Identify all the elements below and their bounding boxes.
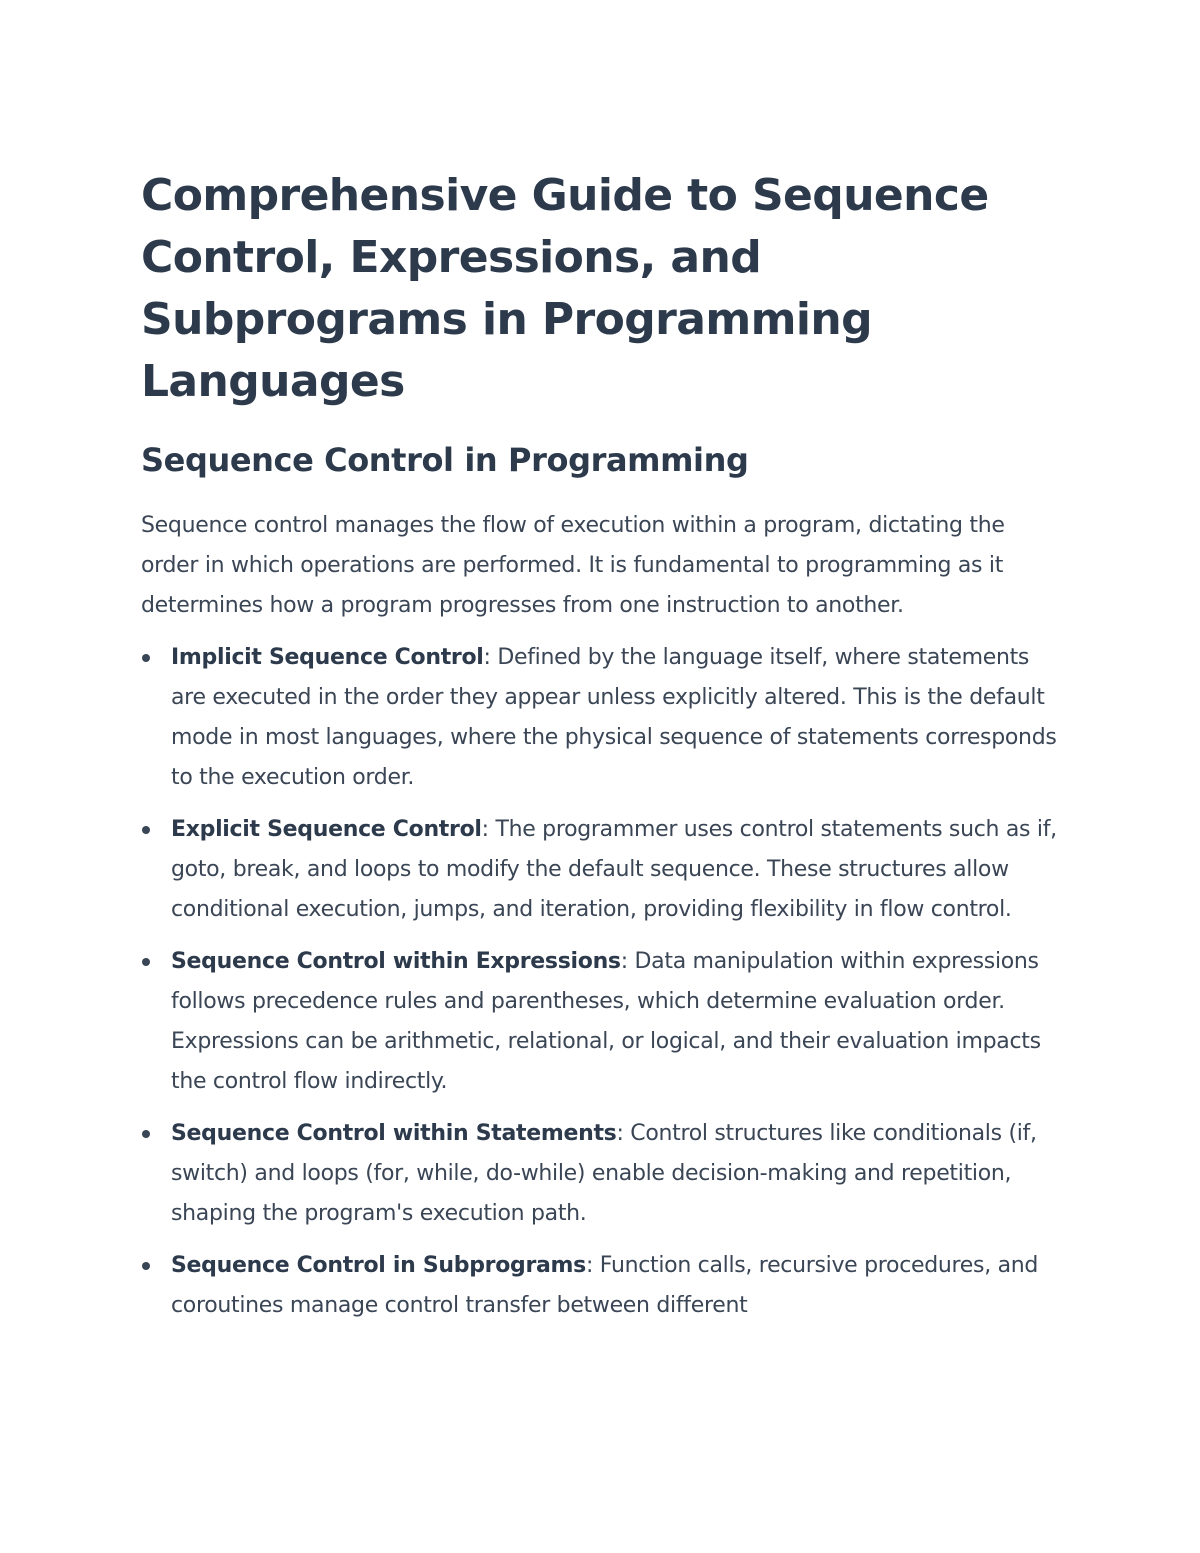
list-item [141,1246,1061,1326]
bullet-term: Sequence Control within Statements [171,1121,617,1146]
bullet-text: : Defined by the language itself, where statements are executed in the order they appear unless explicitly altered. This is the default mode in most languages, where the physical sequence of statements corresponds to the execution order. [171,645,1057,790]
bullet-dot-icon [142,654,150,662]
bullet-list [141,638,1061,1326]
list-item [141,810,1061,930]
bullet-dot-icon [142,1130,150,1138]
intro-paragraph: Sequence control manages the flow of execution within a program, dictating the order in which operations are performed. It is fundamental to programming as it determines how a program progresses from one instruction to another. [141,513,1005,618]
bullet-dot-icon [142,1262,150,1270]
bullet-text: : The programmer uses control statements such as if, goto, break, and loops to modify the default sequence. These structures allow conditional execution, jumps, and iteration, providing flexibility in flow control. [171,817,1057,922]
section-heading: Sequence Control in Programming [141,441,749,479]
list-item [141,942,1061,1102]
list-item [141,1114,1061,1234]
bullet-dot-icon [142,826,150,834]
bullet-term: Explicit Sequence Control [171,817,482,842]
list-item [141,638,1061,798]
bullet-term: Implicit Sequence Control [171,645,484,670]
document-page [141,165,1061,1338]
document-title: Comprehensive Guide to Sequence Control, Expressions, and Subprograms in Programming Languages [141,170,989,407]
bullet-text: : Control structures like conditionals (if, switch) and loops (for, while, do-while) enable decision-making and repetition, shaping the program's execution path. [171,1121,1037,1226]
bullet-term: Sequence Control in Subprograms [171,1253,586,1278]
bullet-dot-icon [142,958,150,966]
bullet-text: : Function calls, recursive procedures, and coroutines manage control transfer between different [171,1253,1039,1318]
bullet-term: Sequence Control within Expressions [171,949,621,974]
bullet-text: : Data manipulation within expressions follows precedence rules and parentheses, which determine evaluation order. Expressions can be arithmetic, relational, or logical, and their evaluation impacts the control flow indirectly. [171,949,1041,1094]
